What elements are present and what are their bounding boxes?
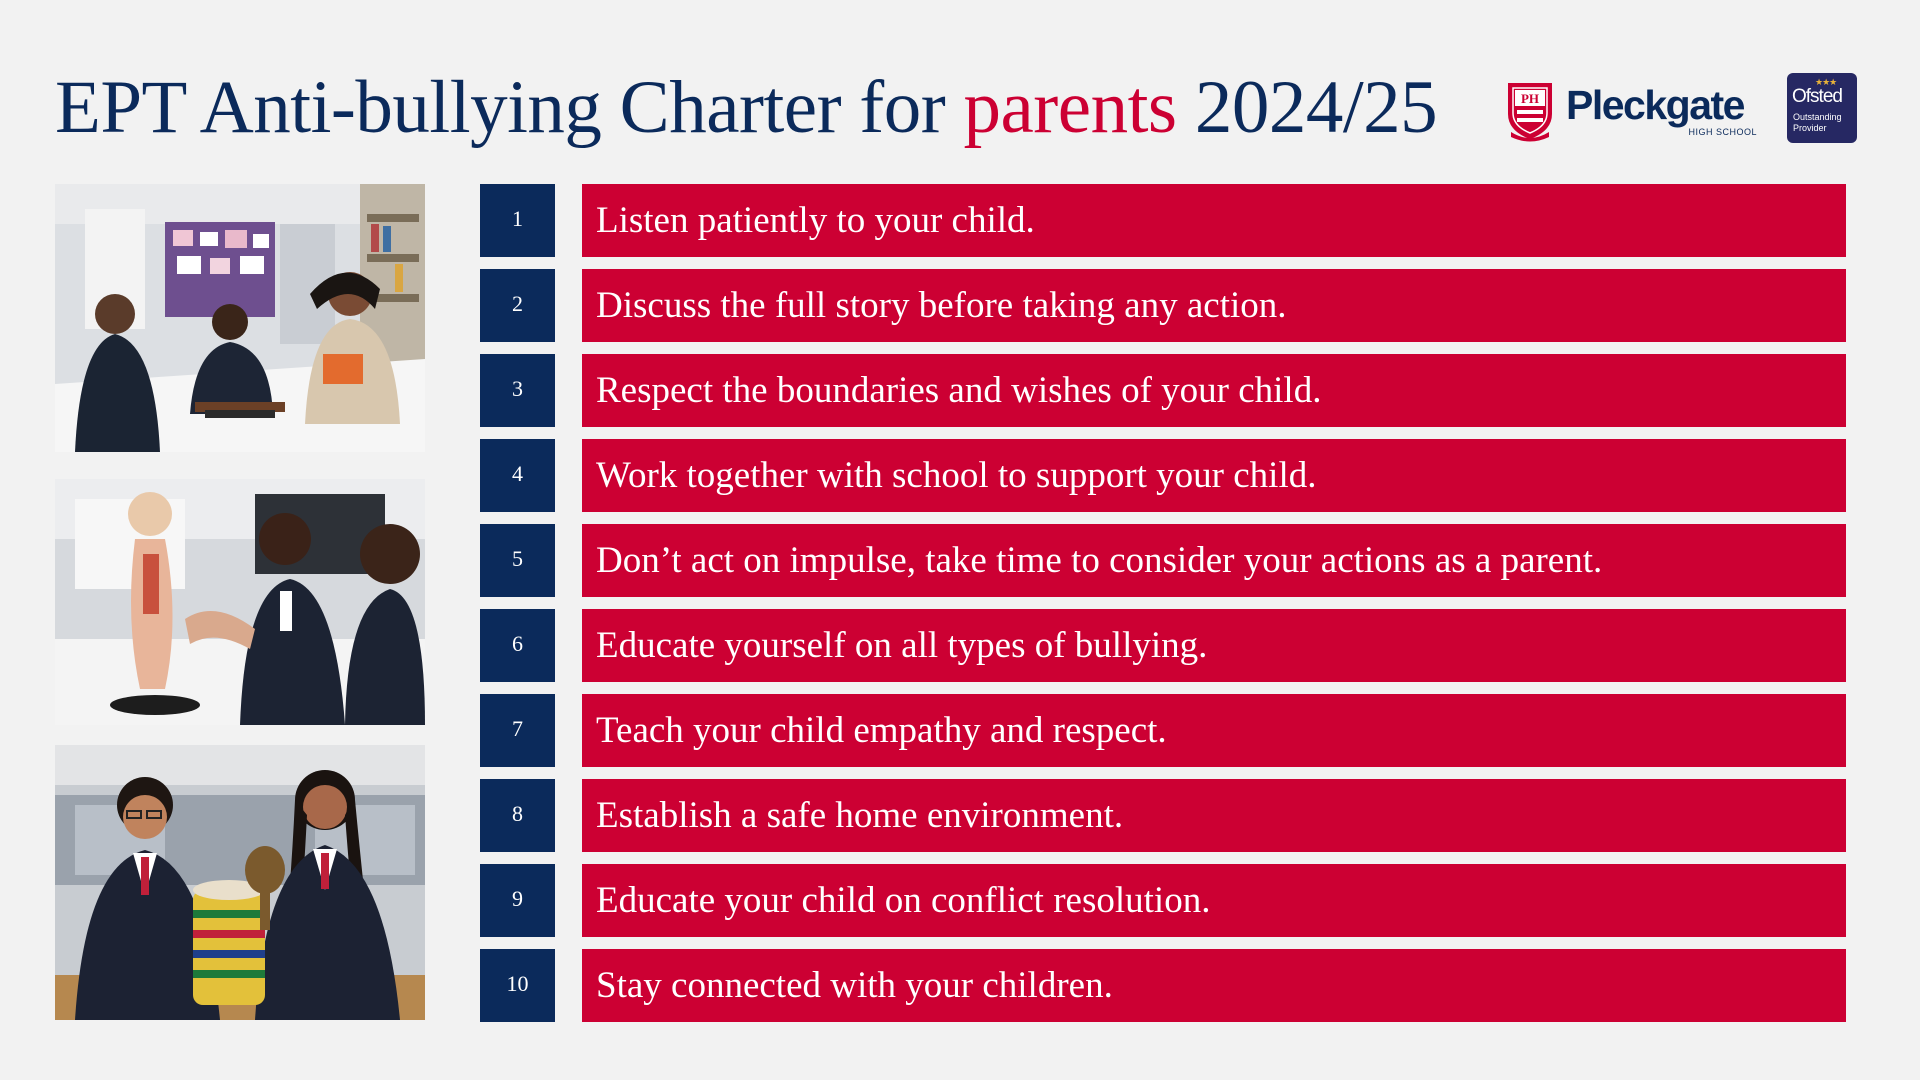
charter-item-number: 4 [480, 439, 555, 512]
ofsted-name: Ofsted [1792, 86, 1842, 107]
charter-item-number: 1 [480, 184, 555, 257]
page-title [55, 58, 1437, 158]
star-icon: ★★★ [1815, 77, 1837, 87]
charter-item [480, 524, 1846, 597]
charter-item-text: Listen patiently to your child. [582, 184, 1846, 257]
school-logo [1566, 80, 1761, 142]
charter-item-number: 9 [480, 864, 555, 937]
charter-item-text: Don’t act on impulse, take time to consider your actions as a parent. [582, 524, 1846, 597]
photo-science-lesson [55, 479, 425, 725]
ofsted-badge [1787, 73, 1857, 143]
school-crest-icon [1505, 80, 1555, 142]
charter-item [480, 694, 1846, 767]
crest-monogram: PH [1520, 91, 1540, 106]
charter-item-number: 10 [480, 949, 555, 1022]
charter-item [480, 354, 1846, 427]
charter-item-text: Educate your child on conflict resolution. [582, 864, 1846, 937]
charter-item-text: Discuss the full story before taking any action. [582, 269, 1846, 342]
charter-item-number: 3 [480, 354, 555, 427]
school-name: Pleckgate [1566, 82, 1744, 128]
charter-item-number: 2 [480, 269, 555, 342]
charter-item-text: Respect the boundaries and wishes of your child. [582, 354, 1846, 427]
school-subtitle: HIGH SCHOOL [1688, 127, 1757, 137]
ofsted-grade-line1: Outstanding [1793, 112, 1842, 122]
charter-item-number: 8 [480, 779, 555, 852]
title-prefix: EPT Anti-bullying Charter for [55, 66, 964, 149]
charter-item [480, 949, 1846, 1022]
charter-item-number: 5 [480, 524, 555, 597]
charter-item-text: Educate yourself on all types of bullying. [582, 609, 1846, 682]
charter-item-text: Establish a safe home environment. [582, 779, 1846, 852]
charter-item-number: 7 [480, 694, 555, 767]
charter-item [480, 779, 1846, 852]
title-suffix: 2024/25 [1176, 66, 1438, 149]
title-highlight: parents [963, 66, 1177, 149]
photo-music-students [55, 745, 425, 1020]
charter-item-number: 6 [480, 609, 555, 682]
charter-item [480, 439, 1846, 512]
charter-item [480, 864, 1846, 937]
ofsted-grade [1793, 112, 1842, 134]
ofsted-grade-line2: Provider [1793, 123, 1827, 133]
charter-item-text: Work together with school to support your child. [582, 439, 1846, 512]
charter-item-text: Stay connected with your children. [582, 949, 1846, 1022]
charter-item [480, 269, 1846, 342]
charter-item [480, 609, 1846, 682]
charter-item [480, 184, 1846, 257]
photo-classroom-discussion [55, 184, 425, 452]
charter-item-text: Teach your child empathy and respect. [582, 694, 1846, 767]
